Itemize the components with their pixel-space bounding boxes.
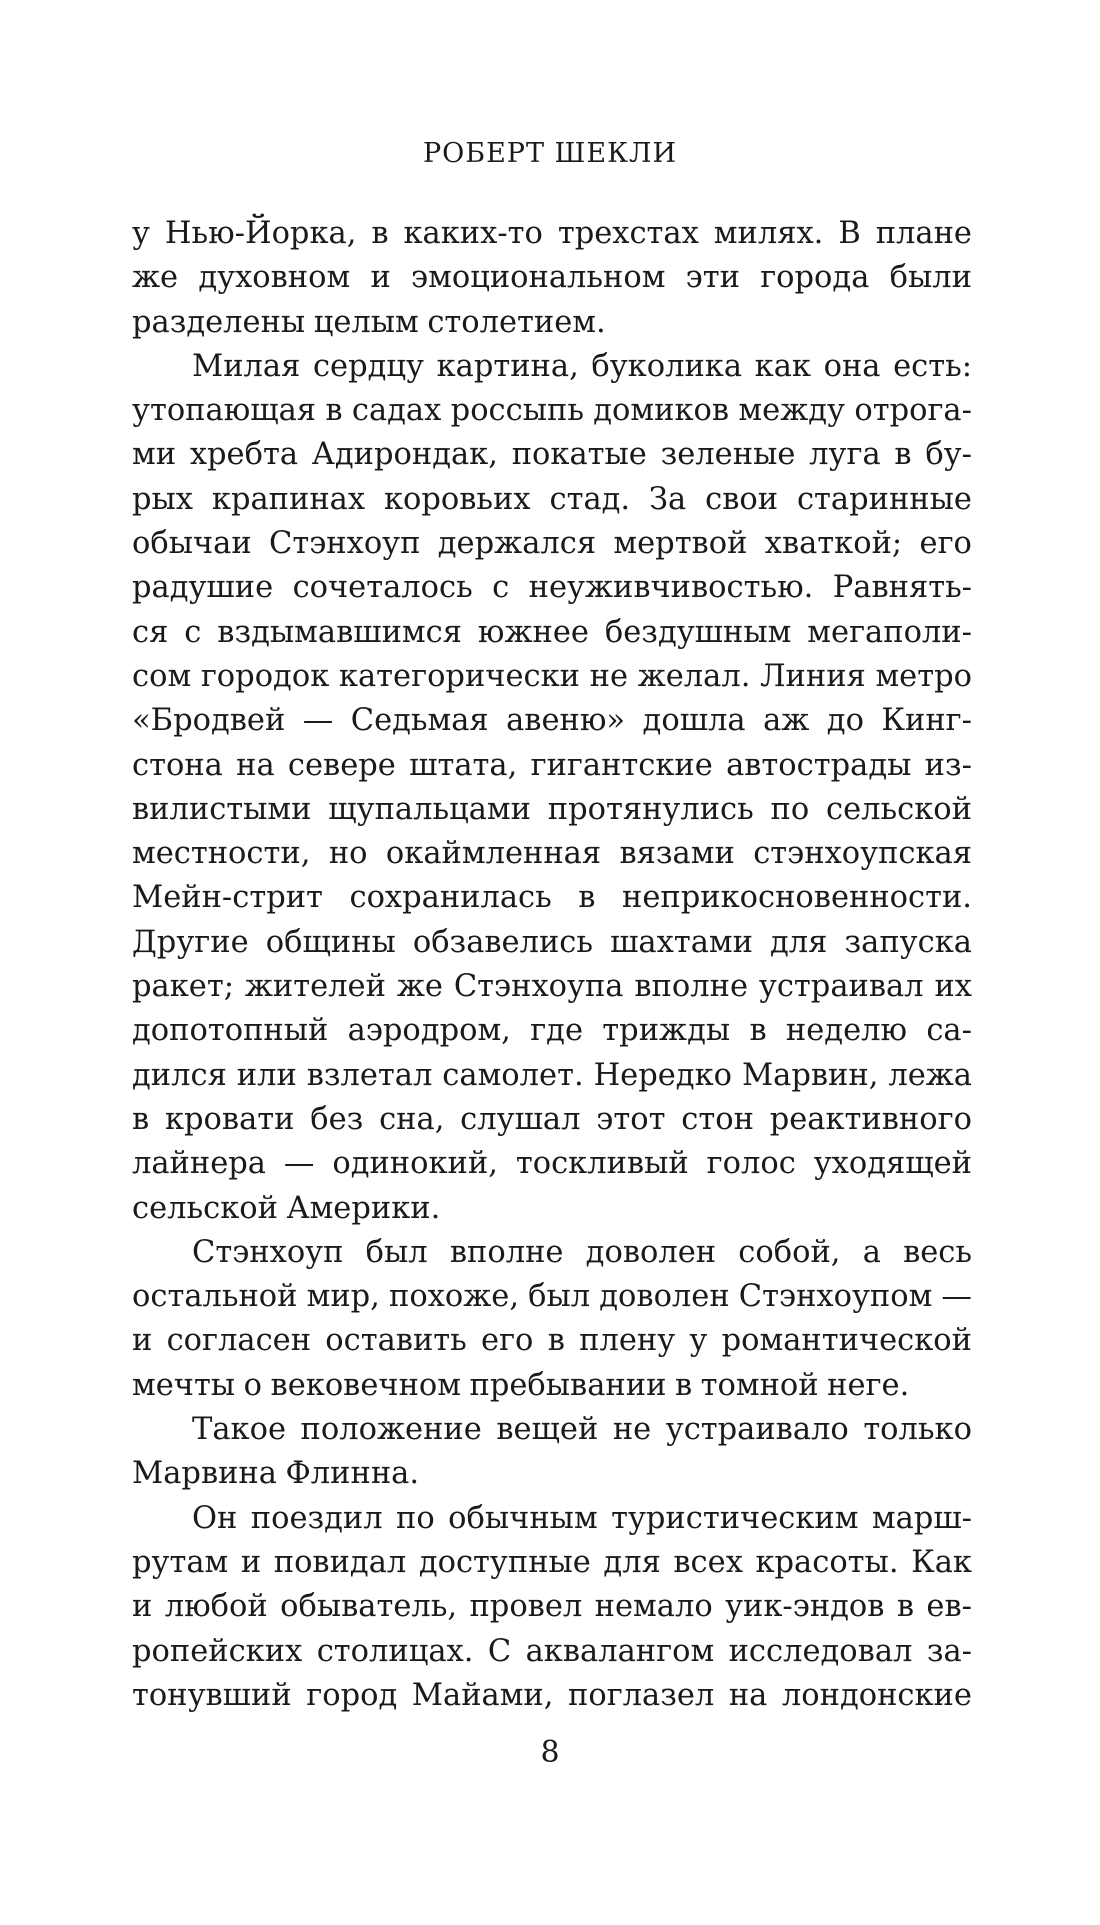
body-text (132, 212, 972, 1718)
text-line: радушие сочеталось с неуживчивостью. Равнять- (132, 570, 972, 606)
running-head-title: РОБЕРТ ШЕКЛИ (422, 138, 678, 169)
text-line: допотопный аэродром, где трижды в неделю са- (132, 1013, 972, 1049)
text-line: рутам и повидал доступные для всех красоты. Как (132, 1544, 972, 1580)
text-line: и согласен оставить его в плену у романтической (132, 1323, 972, 1359)
text-line: сом городок категорически не желал. Линия метро (132, 658, 972, 694)
text-line: Другие общины обзавелись шахтами для запуска (132, 924, 972, 960)
text-line: мечты о вековечном пребывании в томной неге. (132, 1367, 910, 1403)
text-line: и любой обыватель, провел немало уик-эндов в ев- (132, 1589, 972, 1625)
text-line: Мейн-стрит сохранилась в неприкосновенности. (132, 880, 972, 916)
text-line: Он поездил по обычным туристическим марш- (192, 1500, 972, 1536)
text-line: рых крапинах коровьих стад. За свои старинные (132, 481, 972, 517)
text-line: «Бродвей — Седьмая авеню» дошла аж до Кинг- (132, 703, 972, 739)
text-line: Стэнхоуп был вполне доволен собой, а весь (192, 1234, 972, 1270)
text-line: обычаи Стэнхоуп держался мертвой хваткой; его (132, 526, 972, 562)
text-line: ропейских столицах. С аквалангом исследовал за- (132, 1633, 972, 1669)
text-line: Марвина Флинна. (132, 1456, 420, 1492)
text-line: Милая сердцу картина, буколика как она есть: (192, 348, 972, 384)
text-line: стона на севере штата, гигантские автострады из- (132, 747, 972, 783)
text-line: у Нью-Йорка, в каких-то трехстах милях. В плане (132, 216, 972, 251)
text-line: ся с вздымавшимся южнее бездушным мегаполи- (132, 614, 972, 650)
text-line: лайнера — одинокий, тоскливый голос уходящей (132, 1146, 972, 1182)
text-line: же духовном и эмоциональном эти города были (132, 260, 972, 296)
text-line: в кровати без сна, слушал этот стон реактивного (132, 1101, 972, 1137)
text-line: дился или взлетал самолет. Нередко Марвин, лежа (132, 1057, 972, 1093)
text-line: ми хребта Адирондак, покатые зеленые луга в бу- (132, 437, 972, 473)
text-line: утопающая в садах россыпь домиков между отрога- (132, 393, 972, 429)
text-line: местности, но окаймленная вязами стэнхоупская (132, 836, 972, 872)
text-line: остальной мир, похоже, был доволен Стэнхоупом — (132, 1279, 972, 1315)
page-number: 8 (540, 1735, 560, 1770)
text-line: разделены целым столетием. (132, 304, 606, 340)
text-line: вилистыми щупальцами протянулись по сельской (132, 791, 972, 827)
text-line: тонувший город Майами, поглазел на лондонские (132, 1677, 972, 1713)
text-line: Такое положение вещей не устраивало только (192, 1412, 972, 1448)
text-line: ракет; жителей же Стэнхоупа вполне устраивал их (132, 969, 972, 1005)
text-line: сельской Америки. (132, 1190, 441, 1226)
